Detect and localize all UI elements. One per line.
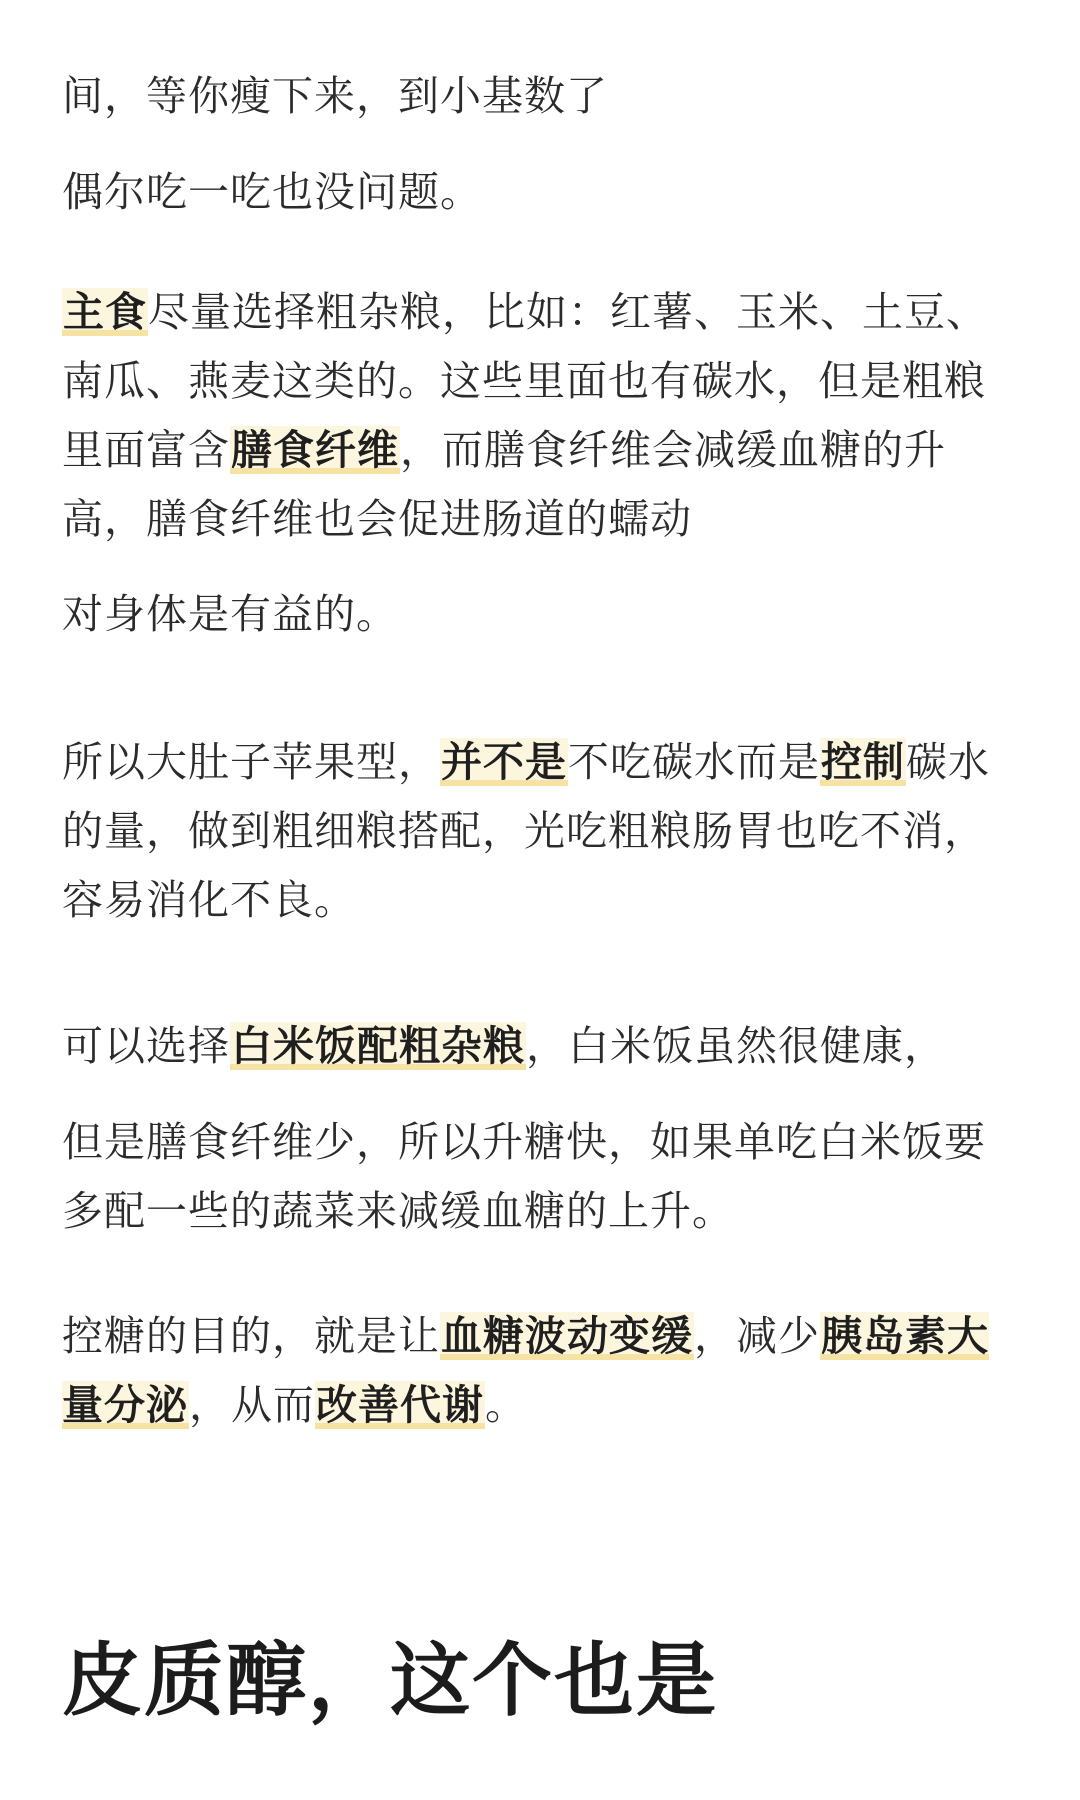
highlight-staple-food: 主食 <box>63 288 147 336</box>
paragraph-3-text-1: 尽量选择粗杂粮，比如：红薯、玉米、土豆、南瓜、燕麦这类的。这些里面也有碳水，但是粗粮里面富含 <box>62 288 988 474</box>
paragraph-8 <box>62 1302 1022 1440</box>
paragraph-2 <box>62 158 482 227</box>
paragraph-5-text-2: 不吃碳水而是 <box>568 738 820 786</box>
paragraph-6-text-2: ，白米饭虽然很健康， <box>526 1022 946 1070</box>
highlight-improve-metabolism: 改善代谢 <box>316 1381 484 1429</box>
paragraph-5-text-3: 碳水的量，做到粗细粮搭配，光吃粗粮肠胃也吃不消，容易消化不良。 <box>62 738 990 924</box>
paragraph-5 <box>62 728 1022 935</box>
section-heading: 皮质醇，这个也是 <box>62 1633 718 1727</box>
paragraph-4-text: 对身体是有益的。 <box>62 590 398 638</box>
paragraph-5-text-1: 所以大肚子苹果型， <box>62 738 440 786</box>
paragraph-8-text-3: ，从而 <box>189 1381 315 1429</box>
paragraph-8-text-4: 。 <box>485 1381 527 1429</box>
paragraph-7-text: 但是膳食纤维少，所以升糖快，如果单吃白米饭要多配一些的蔬菜来减缓血糖的上升。 <box>62 1118 986 1235</box>
highlight-dietary-fiber: 膳食纤维 <box>231 426 399 474</box>
paragraph-4 <box>62 580 398 649</box>
highlight-control: 控制 <box>821 738 905 786</box>
highlight-not-is: 并不是 <box>441 738 567 786</box>
paragraph-8-text-2: ，减少 <box>694 1312 820 1360</box>
highlight-rice-with-grains: 白米饭配粗杂粮 <box>231 1022 525 1070</box>
paragraph-6-text-1: 可以选择 <box>62 1022 230 1070</box>
paragraph-1-text: 间，等你瘦下来，到小基数了 <box>62 72 608 120</box>
highlight-blood-sugar-fluctuation: 血糖波动变缓 <box>441 1312 693 1360</box>
paragraph-3-text-2: ，而膳食纤维会减缓血糖的升高，膳食纤维也会促进肠道的蠕动 <box>62 426 946 543</box>
paragraph-6 <box>62 1012 946 1081</box>
paragraph-3 <box>62 278 1022 554</box>
paragraph-8-text-1: 控糖的目的，就是让 <box>62 1312 440 1360</box>
paragraph-7 <box>62 1108 1022 1246</box>
paragraph-2-text: 偶尔吃一吃也没问题。 <box>62 168 482 216</box>
highlight-insulin-secretion: 胰岛素大量分泌 <box>62 1312 989 1429</box>
paragraph-1 <box>62 62 608 131</box>
